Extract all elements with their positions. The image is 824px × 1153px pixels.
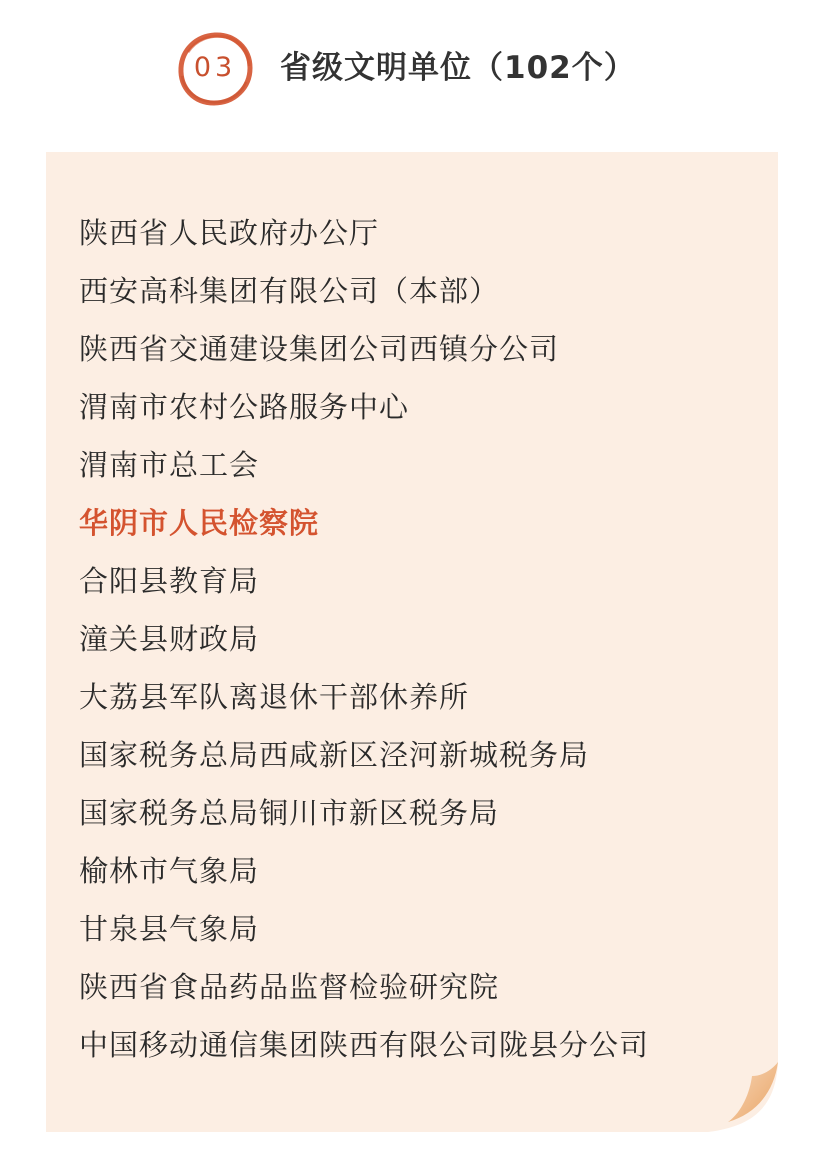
page-curl-icon [698,1052,778,1132]
unit-item: 甘泉县气象局 [79,912,260,946]
units-card [46,152,778,1132]
unit-item: 国家税务总局铜川市新区税务局 [79,796,500,830]
unit-item: 潼关县财政局 [79,622,260,656]
unit-item: 陕西省交通建设集团公司西镇分公司 [79,332,560,366]
unit-item: 国家税务总局西咸新区泾河新城税务局 [79,738,590,772]
unit-item: 大荔县军队离退休干部休养所 [79,680,470,714]
section-header [0,0,824,130]
section-title: 省级文明单位（102个） [280,50,636,86]
units-list [79,204,649,1074]
unit-item-highlighted: 华阴市人民检察院 [79,506,320,540]
unit-item: 渭南市农村公路服务中心 [79,390,410,424]
section-number-badge [176,30,254,108]
unit-item: 渭南市总工会 [79,448,260,482]
unit-item: 陕西省人民政府办公厅 [79,216,380,250]
unit-item: 中国移动通信集团陕西有限公司陇县分公司 [79,1028,650,1062]
section-number: 03 [193,52,237,83]
unit-item: 榆林市气象局 [79,854,260,888]
unit-item: 合阳县教育局 [79,564,260,598]
unit-item: 陕西省食品药品监督检验研究院 [79,970,500,1004]
unit-item: 西安高科集团有限公司（本部） [79,274,500,308]
